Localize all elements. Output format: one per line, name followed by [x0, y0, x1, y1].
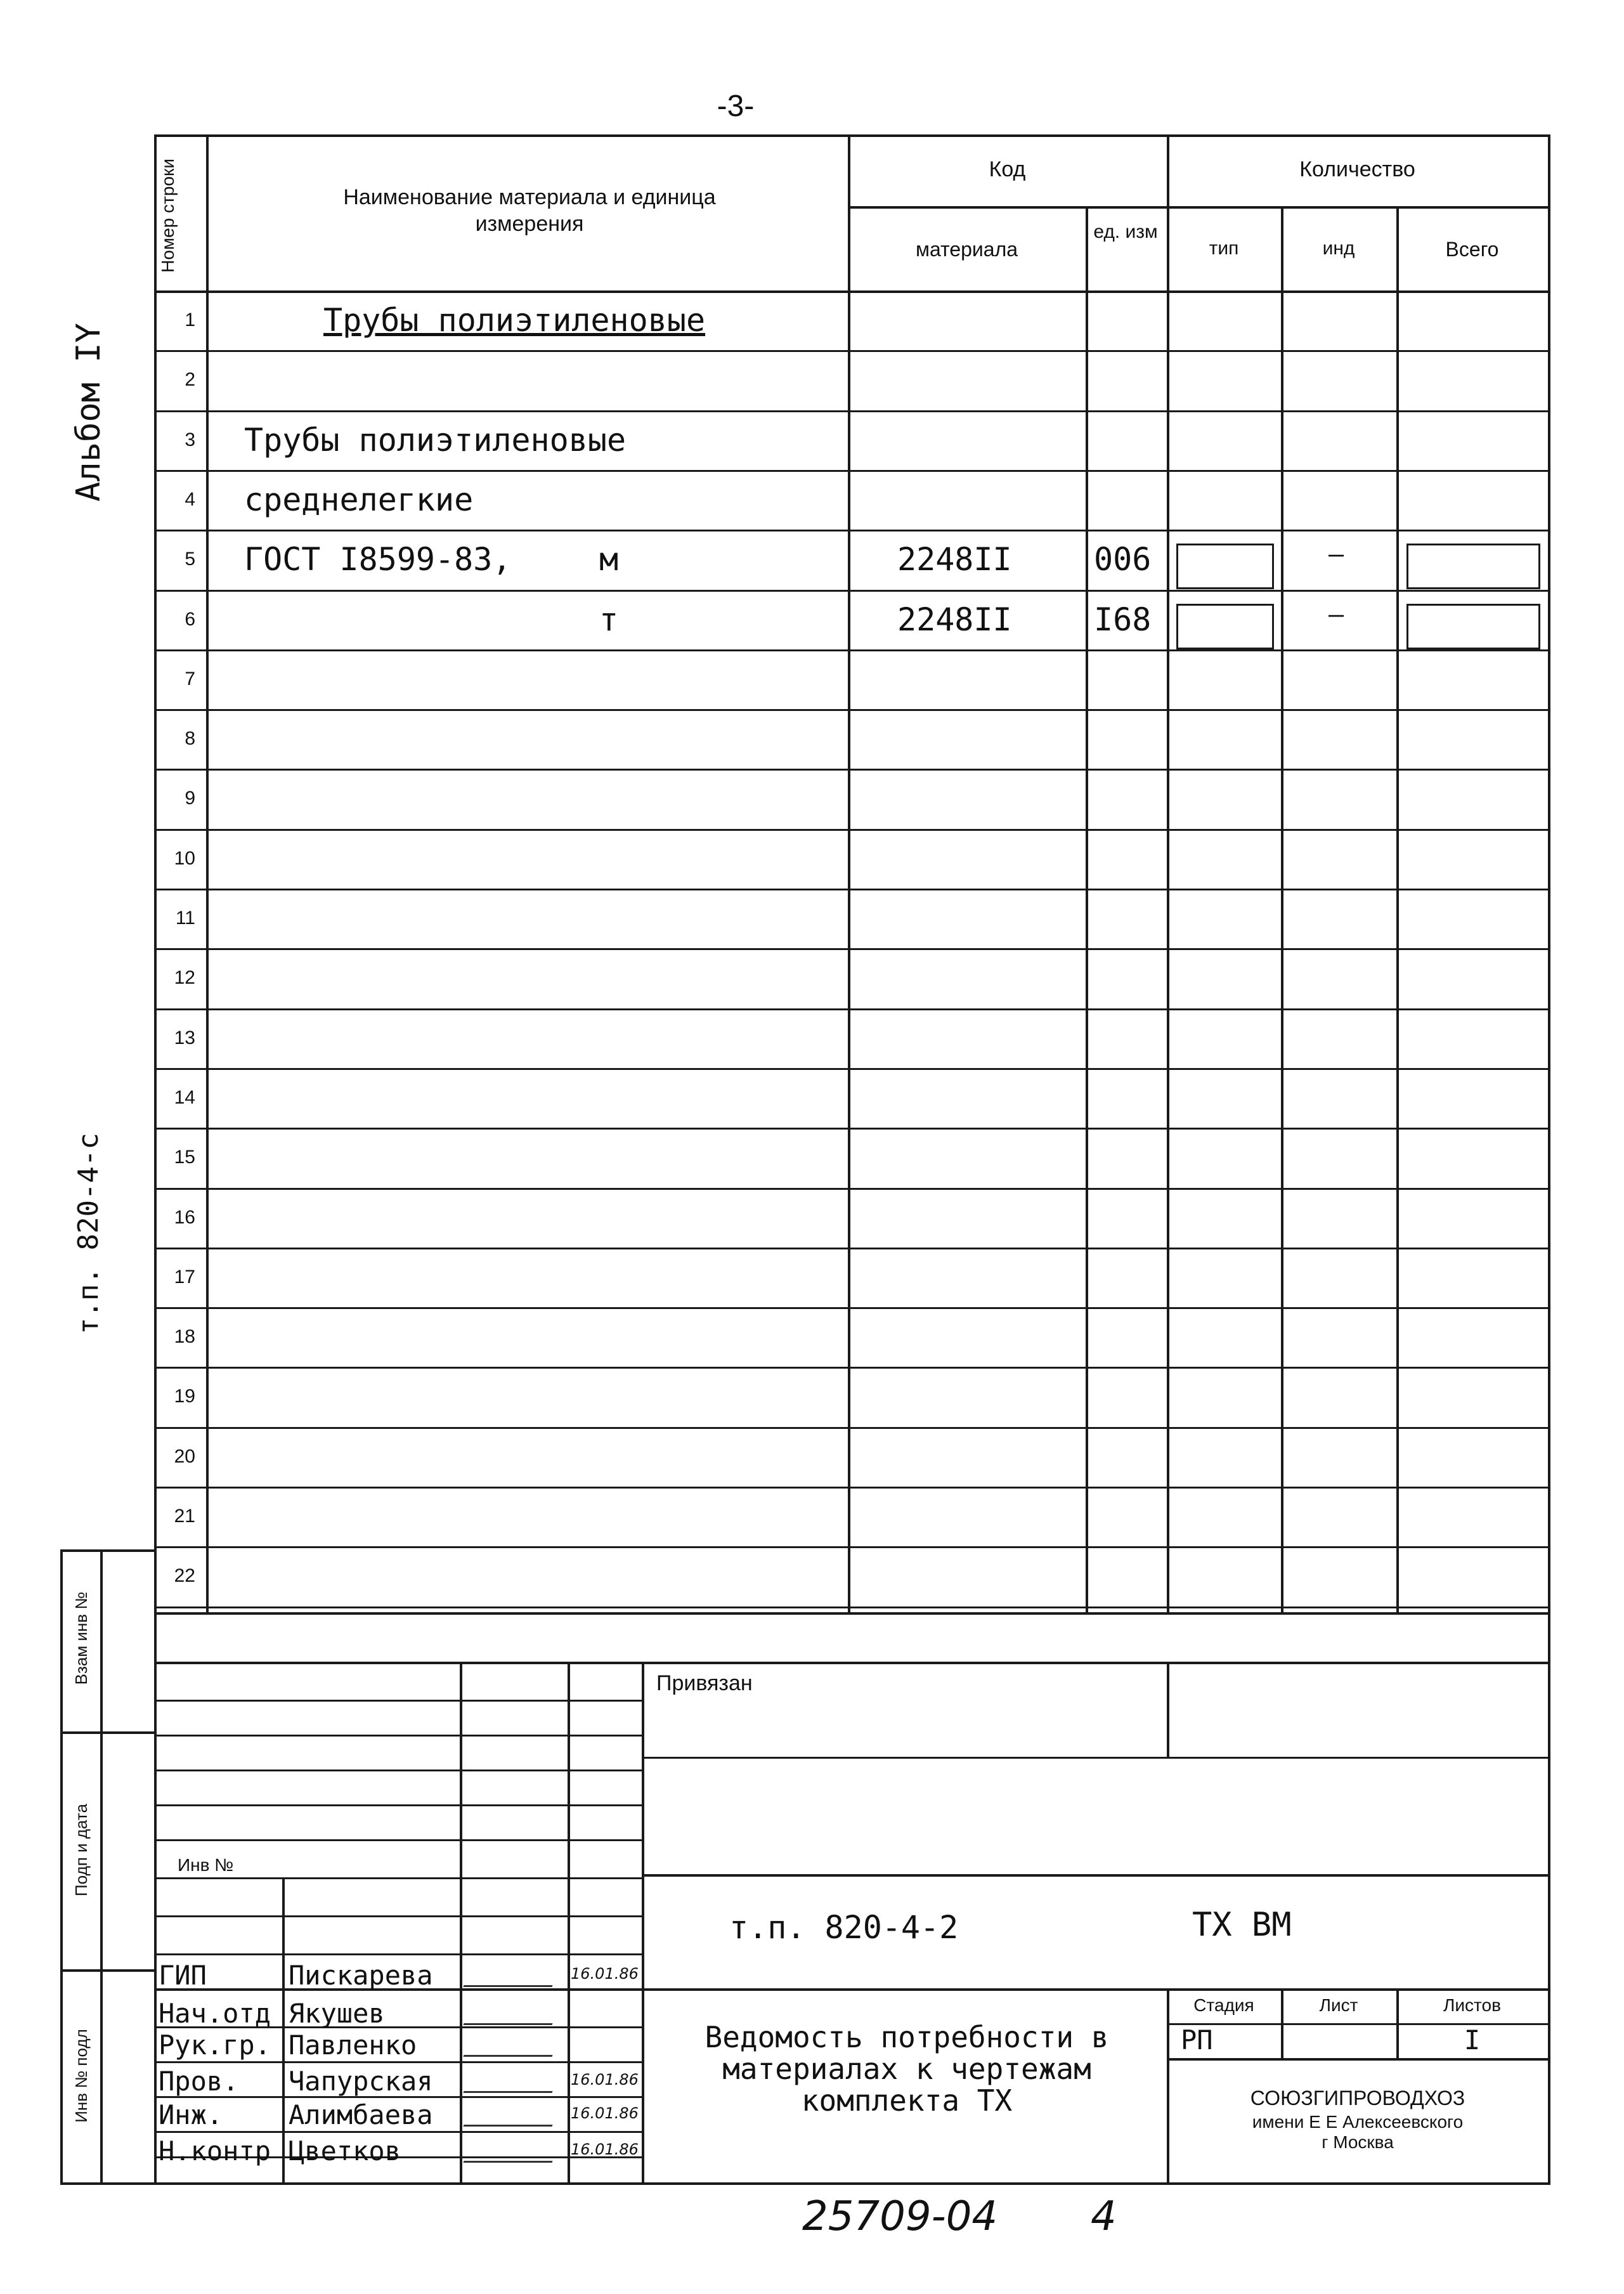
row-number: 14 — [174, 1087, 195, 1108]
row-number: 9 — [185, 788, 195, 809]
row-number: 21 — [174, 1506, 195, 1527]
header-code: Код — [989, 157, 1026, 181]
page-number: -3- — [717, 89, 755, 123]
org-name: СОЮЗГИПРОВОДХОЗ — [1250, 2087, 1465, 2109]
row-divider — [154, 530, 1549, 531]
row-divider — [154, 1188, 1549, 1190]
staff-date: 16.01.86 — [571, 1965, 639, 1983]
header-code-unit: ед. изм — [1093, 221, 1158, 242]
stage-label: Стадия — [1193, 1995, 1254, 2015]
row-number: 15 — [174, 1147, 195, 1168]
header-row-number: Номер строки — [158, 159, 178, 273]
row-divider — [154, 1427, 1549, 1429]
row-divider — [154, 1367, 1549, 1369]
material-name: ГОСТ I8599-83, — [244, 541, 512, 578]
album-label: Альбом IY — [70, 323, 108, 502]
doc-title-2: материалах к чертежам — [722, 2052, 1091, 2086]
header-quantity: Количество — [1299, 157, 1415, 181]
row-divider — [154, 1606, 1549, 1608]
material-code: 2248II — [897, 541, 1012, 578]
signature-mark — [463, 2009, 557, 2025]
staff-name: Цветков — [289, 2135, 401, 2167]
staff-role: Инж. — [159, 2099, 223, 2130]
row-divider — [154, 948, 1549, 950]
row-divider — [154, 889, 1549, 890]
material-name: Трубы полиэтиленовые — [323, 302, 706, 339]
row-number: 6 — [185, 609, 195, 630]
stamp-label-inv: Инв № подл — [72, 2029, 91, 2123]
inv-label: Инв № — [178, 1855, 234, 1875]
staff-name: Чапурская — [289, 2066, 433, 2097]
org-named-after: имени Е Е Алексеевского — [1252, 2112, 1464, 2132]
material-name: среднелегкие — [244, 481, 474, 518]
unit-code: 006 — [1094, 541, 1152, 578]
header-qty-type: тип — [1209, 238, 1239, 259]
staff-name: Павленко — [289, 2030, 417, 2061]
qty-type-box-row6 — [1176, 604, 1274, 649]
signature-mark — [463, 2077, 557, 2093]
row-number: 1 — [185, 310, 195, 330]
row-number: 4 — [185, 489, 195, 510]
row-number: 8 — [185, 728, 195, 749]
qty-ind-dash: – — [1328, 600, 1344, 629]
row-divider — [154, 1546, 1549, 1548]
staff-role: ГИП — [159, 1960, 207, 1991]
row-number: 16 — [174, 1207, 195, 1228]
row-divider — [154, 1128, 1549, 1130]
doc-mark: ТХ ВМ — [1192, 1906, 1292, 1944]
material-code: 2248II — [897, 601, 1012, 638]
row-number: 17 — [174, 1267, 195, 1287]
unit-code: I68 — [1094, 601, 1152, 638]
signature-mark — [463, 2111, 557, 2127]
row-divider — [154, 829, 1549, 831]
header-code-material: материала — [915, 238, 1018, 261]
row-divider — [154, 590, 1549, 592]
staff-role: Рук.гр. — [159, 2030, 271, 2061]
doc-title-1: Ведомость потребности в — [705, 2020, 1109, 2054]
staff-role: Пров. — [159, 2066, 239, 2097]
staff-role: Н.контр — [159, 2135, 271, 2167]
signature-mark — [463, 1971, 557, 1987]
staff-name: Пискарева — [289, 1960, 433, 1991]
row-number: 19 — [174, 1386, 195, 1407]
stamp-label-sign-date: Подп и дата — [72, 1804, 91, 1896]
doc-title-3: комплекта ТХ — [801, 2083, 1013, 2118]
copy-number: 4 — [1091, 2193, 1117, 2240]
staff-name: Алимбаева — [289, 2099, 433, 2130]
staff-date: 16.01.86 — [571, 2071, 639, 2089]
row-divider — [154, 1068, 1549, 1070]
doc-code: т.п. 820-4-2 — [729, 1909, 959, 1946]
staff-date: 16.01.86 — [571, 2104, 639, 2122]
row-number: 11 — [175, 908, 195, 929]
staff-role: Нач.отд — [159, 1998, 271, 2029]
sheets-value: I — [1464, 2024, 1481, 2056]
row-number: 2 — [185, 369, 195, 390]
row-divider — [154, 709, 1549, 711]
qty-total-box-row6 — [1406, 604, 1540, 649]
project-code-side: т.п. 820-4-с — [72, 1133, 105, 1334]
header-qty-ind: инд — [1322, 238, 1355, 259]
archive-number: 25709-04 — [802, 2193, 998, 2240]
row-number: 7 — [185, 668, 195, 689]
qty-total-box-row5 — [1406, 544, 1540, 589]
row-divider — [154, 410, 1549, 412]
row-divider — [154, 470, 1549, 472]
bound-label: Привязан — [656, 1671, 753, 1695]
org-city: г Москва — [1322, 2132, 1394, 2152]
row-divider — [154, 350, 1549, 352]
header-name: Наименование материала и единица измерения — [343, 185, 716, 236]
row-number: 12 — [174, 967, 195, 988]
unit-label: м — [599, 541, 619, 578]
material-name: Трубы полиэтиленовые — [244, 422, 627, 459]
sheet-label: Лист — [1319, 1995, 1358, 2015]
stage-value: РП — [1181, 2024, 1213, 2056]
signature-mark — [463, 2147, 557, 2163]
row-number: 13 — [174, 1027, 195, 1048]
unit-label: т — [599, 601, 619, 638]
staff-name: Якушев — [289, 1998, 385, 2029]
row-number: 10 — [174, 848, 195, 869]
row-divider — [154, 1008, 1549, 1010]
stamp-label-replace: Взам инв № — [72, 1591, 91, 1685]
row-number: 5 — [185, 549, 195, 570]
signature-mark — [463, 2041, 557, 2057]
staff-date: 16.01.86 — [571, 2141, 639, 2158]
sheets-label: Листов — [1443, 1995, 1501, 2015]
row-number: 18 — [174, 1326, 195, 1347]
row-divider — [154, 649, 1549, 651]
row-number: 20 — [174, 1446, 195, 1467]
row-number: 3 — [185, 429, 195, 450]
row-divider — [154, 1307, 1549, 1309]
row-divider — [154, 1487, 1549, 1489]
qty-ind-dash: – — [1328, 540, 1344, 569]
row-number: 22 — [174, 1565, 195, 1586]
row-divider — [154, 769, 1549, 771]
header-qty-total: Всего — [1445, 238, 1499, 261]
qty-type-box-row5 — [1176, 544, 1274, 589]
row-divider — [154, 1248, 1549, 1249]
